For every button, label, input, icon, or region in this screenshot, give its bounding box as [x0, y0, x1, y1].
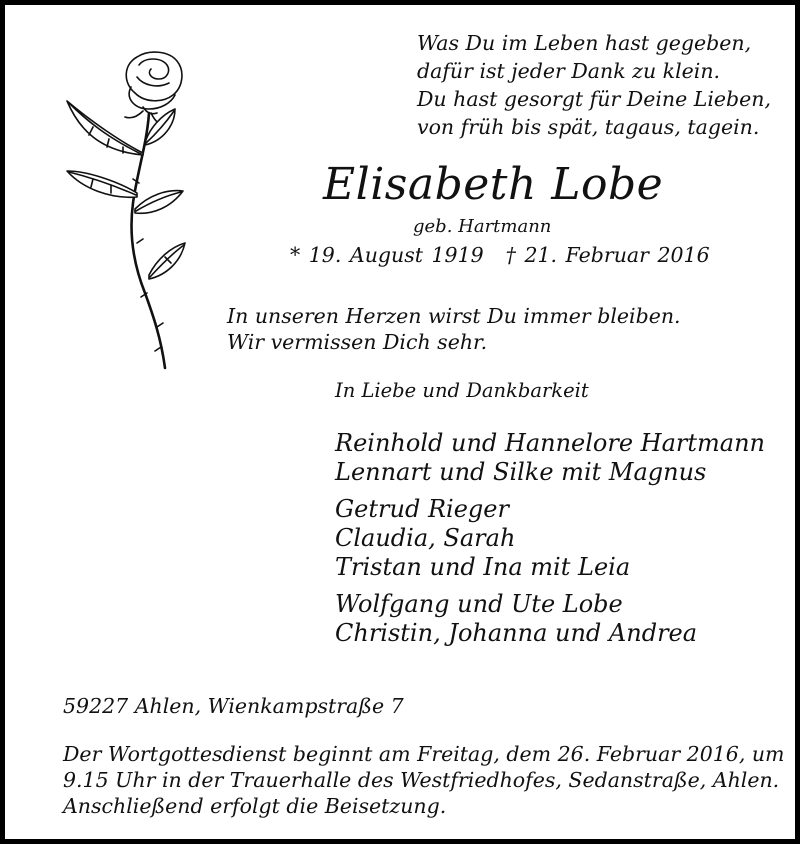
death-date: † 21. Februar 2016 [505, 243, 710, 267]
address: 59227 Ahlen, Wienkampstraße 7 [63, 694, 404, 718]
family-line: Reinhold und Hannelore Hartmann [335, 429, 766, 457]
closing-phrase: In Liebe und Dankbarkeit [335, 379, 589, 402]
poem-line: von früh bis spät, tagaus, tagein. [417, 115, 760, 139]
memory-line: Wir vermissen Dich sehr. [227, 330, 488, 354]
poem [417, 29, 771, 141]
family-group [335, 495, 765, 582]
family-line: Lennart und Silke mit Magnus [335, 458, 707, 486]
memory-line: In unseren Herzen wirst Du immer bleiben. [227, 304, 681, 328]
family-group [335, 429, 765, 487]
deceased-name: Elisabeth Lobe [323, 159, 664, 210]
family-group [335, 590, 765, 648]
life-dates [290, 240, 710, 270]
family-list [335, 429, 765, 648]
family-line: Getrud Rieger [335, 495, 509, 523]
family-line: Tristan und Ina mit Leia [335, 553, 631, 581]
family-line: Wolfgang und Ute Lobe [335, 590, 623, 618]
rose-icon [53, 43, 203, 378]
poem-line: Was Du im Leben hast gegeben, [417, 31, 752, 55]
family-line: Claudia, Sarah [335, 524, 516, 552]
memory-text [227, 303, 681, 355]
service-line: Der Wortgottesdienst beginnt am Freitag, dem 26. Februar 2016, um [63, 742, 785, 766]
service-line: 9.15 Uhr in der Trauerhalle des Westfriedhofes, Sedanstraße, Ahlen. [63, 768, 780, 792]
family-line: Christin, Johanna und Andrea [335, 619, 698, 647]
maiden-name: geb. Hartmann [413, 216, 552, 237]
birth-date: * 19. August 1919 [290, 243, 484, 267]
service-info [63, 741, 785, 819]
poem-line: dafür ist jeder Dank zu klein. [417, 59, 721, 83]
service-line: Anschließend erfolgt die Beisetzung. [63, 794, 447, 818]
poem-line: Du hast gesorgt für Deine Lieben, [417, 87, 772, 111]
